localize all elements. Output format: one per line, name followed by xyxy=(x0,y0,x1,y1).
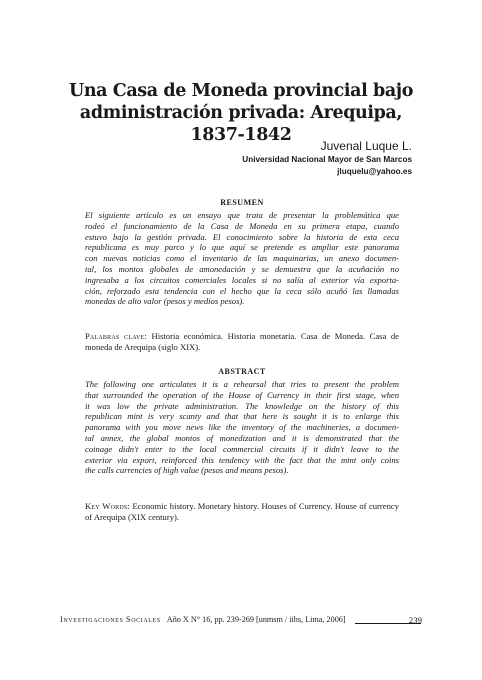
resumen-line: ingresaba a los circuitos comerciales locales si no salía al exterior vía exporta- xyxy=(85,274,399,285)
palabras-clave-label: Palabras clave: xyxy=(85,331,147,341)
resumen-line: rodeó el funcionamiento de la Casa de Moneda en su primera etapa, cuando xyxy=(85,220,399,231)
title-line-2: administración privada: Arequipa, 1837-1842 xyxy=(79,103,403,145)
author-email[interactable]: jluquelu@yahoo.es xyxy=(337,167,412,176)
resumen-line: estuvo bajo la gestión privada. El conocimiento sobre la historia de esta ceca xyxy=(85,231,399,242)
abstract-body xyxy=(85,379,399,476)
abstract-line: coinage didn't enter to the local commercial circuits if it didn't leave to the xyxy=(85,443,399,454)
abstract-line: republican mint is very scanty and that that here is sought it is to enlarge this xyxy=(85,411,399,422)
author-affiliation: Universidad Nacional Mayor de San Marcos xyxy=(242,155,412,164)
key-words xyxy=(85,501,399,523)
page-number: 239 xyxy=(408,615,422,625)
author-name: Juvenal Luque L. xyxy=(320,139,412,153)
key-words-label: Key Words: xyxy=(85,501,131,511)
abstract-line: The following one articulates it is a rehearsal that tries to present the problem xyxy=(85,379,399,389)
article-title xyxy=(60,80,422,146)
palabras-clave xyxy=(85,331,399,353)
abstract-line: panorama with you move news like the inventory of the machineries, a documen- xyxy=(85,422,399,433)
resumen-line: republicana es muy parco y lo que aquí se pretende es ampliar este panorama xyxy=(85,242,399,253)
page-footer xyxy=(60,614,422,626)
abstract-heading: ABSTRACT xyxy=(218,367,266,376)
resumen-line: tal, los montos globales de amonedación y se demuestra que la acuñación no xyxy=(85,263,399,274)
abstract-line: exterior via export, reinforced this tendency with the fact that the mint only coins xyxy=(85,454,399,465)
abstract-line: it was low the private administration. The knowledge on the history of this xyxy=(85,400,399,411)
abstract-line: the calls currencies of high value (pesos and means pesos). xyxy=(85,465,289,476)
palabras-clave-text: Historia económica. Historia monetaria. Casa de Moneda. Casa de moneda de Arequipa (siglo XIX). xyxy=(85,331,399,352)
title-line-1: Una Casa de Moneda provincial bajo xyxy=(68,81,414,101)
resumen-body xyxy=(85,210,399,307)
resumen-line: El siguiente artículo es un ensayo que trata de presentar la problemática que xyxy=(85,210,399,220)
abstract-line: that surrounded the operation of the House of Currency in their first stage, when xyxy=(85,389,399,400)
resumen-line: con nuevas noticias como el inventario de las maquinarias, un anexo documen- xyxy=(85,253,399,264)
resumen-line: monedas de alto valor (pesos y medios pesos). xyxy=(85,296,245,307)
issue-reference: Año X N° 16, pp. 239-269 [unmsm / iihs, Lima, 2006] xyxy=(166,615,346,624)
resumen-line: ción, reforzado esta tendencia con el hecho que la ceca sólo acuñó las llamadas xyxy=(85,285,399,296)
abstract-line: tal annex, the global montos of monedization and it is demonstrated that the xyxy=(85,432,399,443)
journal-name: Investigaciones Sociales xyxy=(60,615,161,624)
resumen-heading: RESUMEN xyxy=(220,198,264,207)
key-words-text: Economic history. Monetary history. Houses of Currency. House of currency of Arequipa (XIX century). xyxy=(85,501,399,522)
